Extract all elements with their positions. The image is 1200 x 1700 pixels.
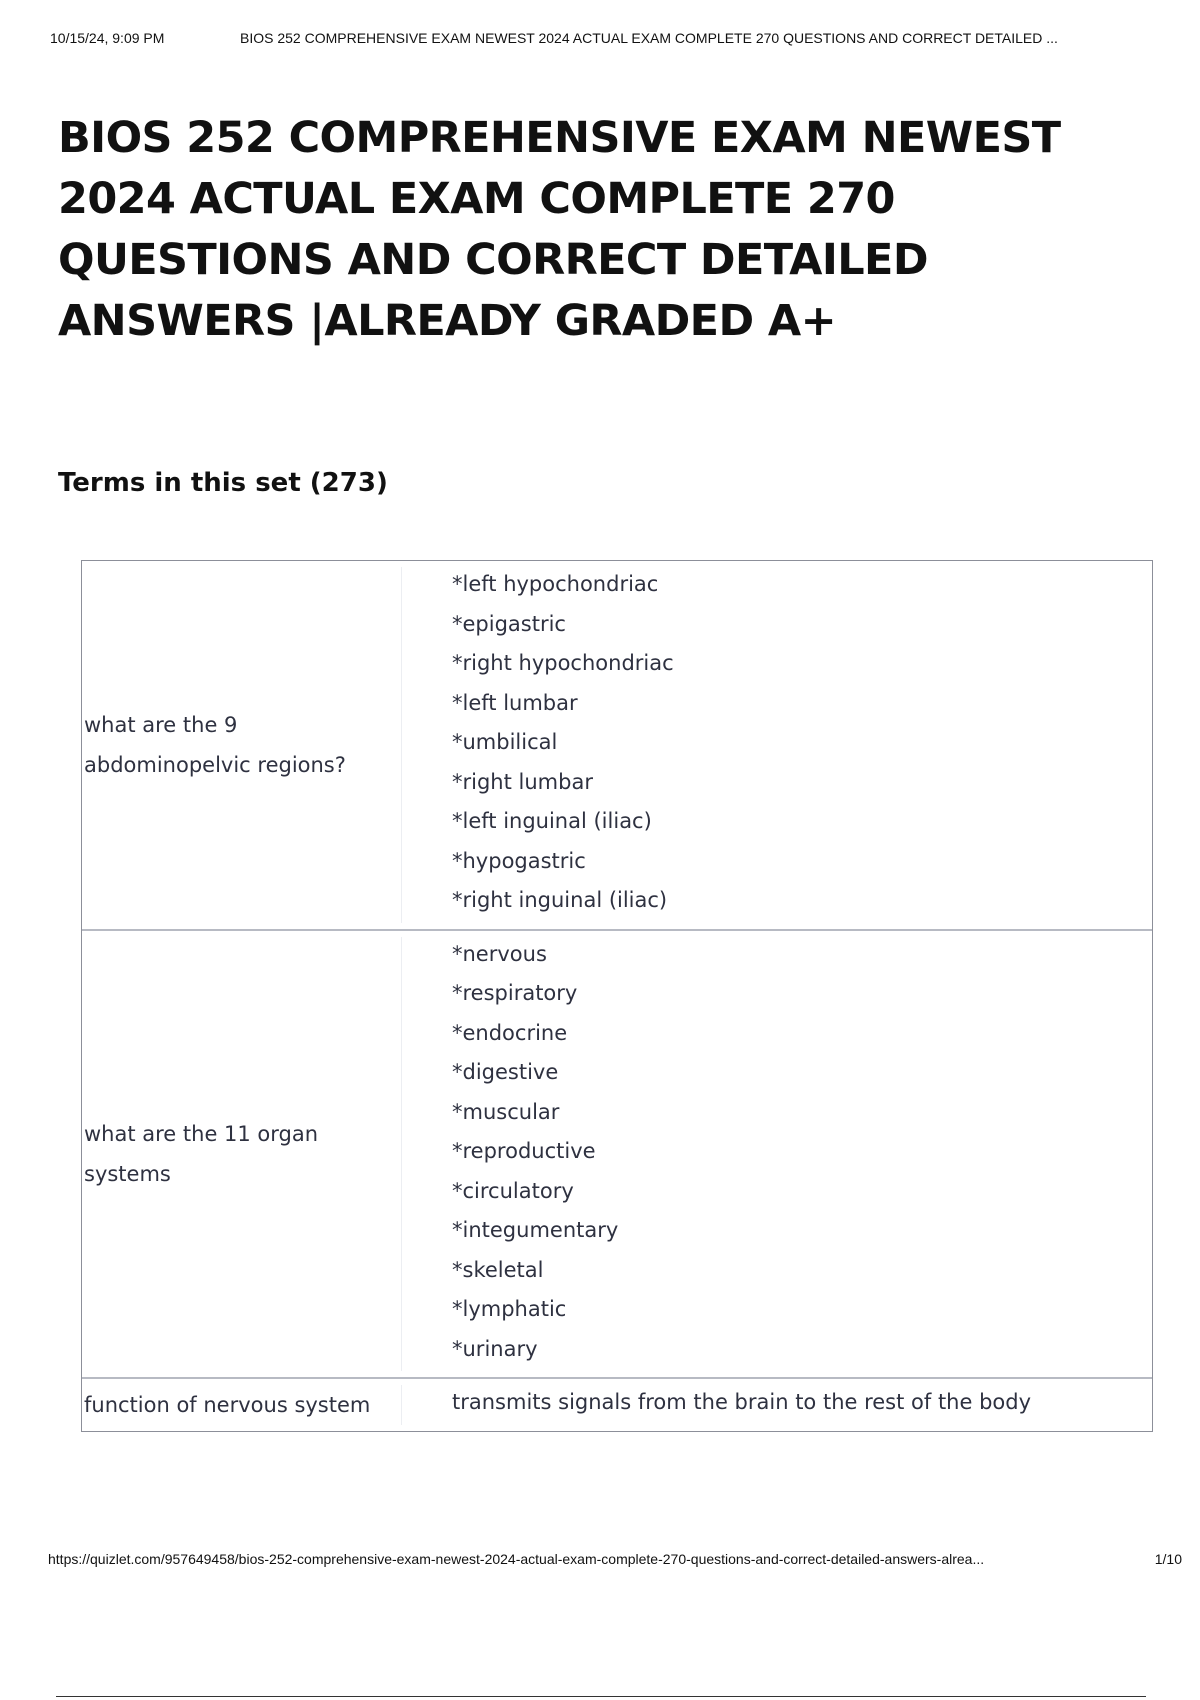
definition-line: *lymphatic [452,1297,567,1321]
definition-line: *circulatory [452,1178,574,1203]
term-row [82,561,1152,931]
print-header [50,30,1182,46]
term-cell: function of nervous system [82,1385,402,1425]
term-cell: what are the 9 abdominopelvic regions? [82,567,402,923]
definition-line: *digestive [452,1060,559,1084]
definition-line: *left lumbar [452,690,578,715]
definition-line: *epigastric [452,611,566,636]
print-doc-title: BIOS 252 COMPREHENSIVE EXAM NEWEST 2024 ACTUAL EXAM COMPLETE 270 QUESTIONS AND CORRECT DETAILED ... [240,30,1058,46]
definition-line: *right lumbar [452,769,593,794]
definition-line: *left hypochondriac [452,572,659,596]
definition-line: *muscular [452,1099,560,1124]
definition-line: transmits signals from the brain to the rest of the body [452,1390,1032,1414]
definition-line: *hypogastric [452,848,586,873]
page-url: https://quizlet.com/957649458/bios-252-comprehensive-exam-newest-2024-actual-exam-complete-270-questions-and-correct-detailed-answers-alrea... [48,1551,985,1567]
definition-cell [402,561,1152,929]
terms-heading: Terms in this set (273) [58,468,388,498]
definition-line: *endocrine [452,1020,568,1045]
definition-line: *left inguinal (iliac) [452,809,652,833]
definition-cell [402,931,1152,1378]
term-row [82,931,1152,1380]
print-footer [48,1551,1182,1567]
term-row [82,1379,1152,1431]
definition-line: *right inguinal (iliac) [452,888,668,912]
terms-table [81,560,1153,1432]
definition-line: *integumentary [452,1218,619,1242]
definition-line: *reproductive [452,1139,596,1163]
page-title: BIOS 252 COMPREHENSIVE EXAM NEWEST 2024 ACTUAL EXAM COMPLETE 270 QUESTIONS AND CORRECT DETAILED ANSWERS |ALREADY GRADED A+ [58,113,1061,346]
definition-line: *right hypochondriac [452,651,674,675]
print-datetime: 10/15/24, 9:09 PM [50,30,165,46]
definition-line: *skeletal [452,1257,544,1282]
definition-line: *respiratory [452,981,578,1005]
term-cell: what are the 11 organ systems [82,937,402,1372]
definition-line: *nervous [452,941,547,966]
definition-cell [402,1379,1152,1431]
definition-line: *umbilical [452,730,558,754]
divider [56,1696,1146,1697]
definition-line: *urinary [452,1336,538,1361]
page-number: 1/10 [1154,1551,1182,1567]
